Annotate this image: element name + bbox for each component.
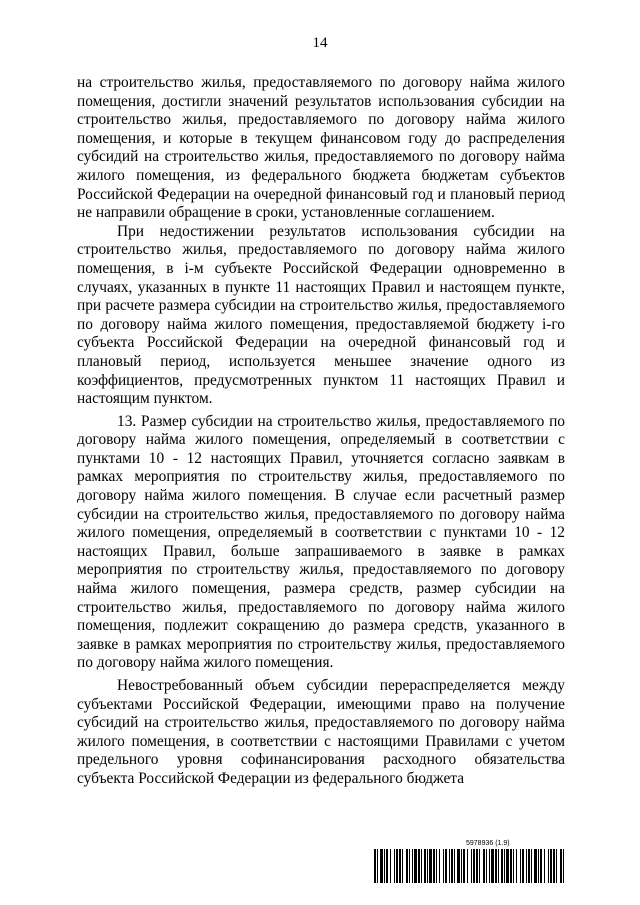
paragraph-underachievement: При недостижении результатов использования субсидии на строительство жилья, предоставляемого по договору найма жилого помещения, в i-м субъекте Российской Федерации одновременно в случаях, указанных в пункте 11 настоящих Правил и настоящем пункте, при расчете размера субсидии на строительство жилья, предоставляемого по договору найма жилого помещения, предоставляемой бюджету i-го субъекта Российской Федерации на очередной финансовый год и плановый период, используется меньшее значение одного из коэффициентов, предусмотренных пунктом 11 настоящих Правил и настоящим пунктом. <box>77 222 565 408</box>
document-body <box>77 74 565 789</box>
barcode-image <box>374 849 564 883</box>
page-number: 14 <box>312 35 328 51</box>
paragraph-continuation: на строительство жилья, предоставляемого по договору найма жилого помещения, достигли значений результатов использования субсидии на строительство жилья, предоставляемого по договору найма жилого помещения, и которые в текущем финансовом году до распределения субсидий на строительство жилья, предоставляемого по договору найма жилого помещения, из федерального бюджета бюджетам субъектов Российской Федерации на очередной финансовый год и плановый период не направили обращение в сроки, установленные соглашением. <box>77 74 565 222</box>
paragraph-clause-13: 13. Размер субсидии на строительство жилья, предоставляемого по договору найма жилого помещения, определяемый в соответствии с пунктами 10 - 12 настоящих Правил, уточняется согласно заявкам в рамках мероприятия по строительству жилья, предоставляемого по договору найма жилого помещения. В случае если расчетный размер субсидии на строительство жилья, предоставляемого по договору найма жилого помещения, определяемый в соответствии с пунктами 10 - 12 настоящих Правил, больше запрашиваемого в заявке в рамках мероприятия по строительству жилья, предоставляемого по договору найма жилого помещения, размера средств, размер субсидии на строительство жилья, предоставляемого по договору найма жилого помещения, подлежит сокращению до размера средств, указанного в заявке в рамках мероприятия по строительству жилья, предоставляемого по договору найма жилого помещения. <box>77 412 565 672</box>
paragraph-unclaimed-subsidy: Невостребованный объем субсидии перераспределяется между субъектами Российской Федерации, имеющими право на получение субсидий на строительство жилья, предоставляемого по договору найма жилого помещения, в соответствии с настоящими Правилами с учетом предельного уровня софинансирования расходного обязательства субъекта Российской Федерации из федерального бюджета <box>77 677 565 787</box>
barcode-caption: 5978936 (1.9) <box>466 840 510 847</box>
document-barcode-block <box>374 840 564 886</box>
